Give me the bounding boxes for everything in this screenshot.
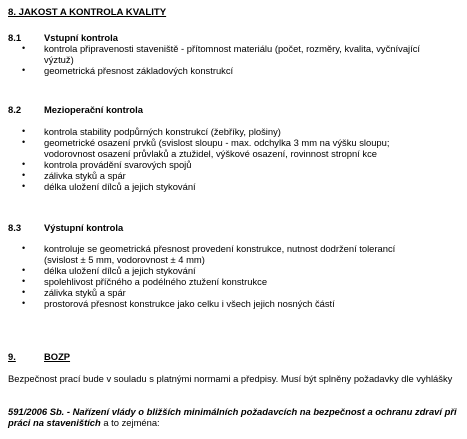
list-item: • kontrola provádění svarových spojů bbox=[22, 159, 192, 170]
bullet-icon: • bbox=[22, 159, 26, 169]
bullet-icon: • bbox=[22, 287, 26, 297]
document-heading: 8. JAKOST A KONTROLA KVALITY bbox=[8, 7, 167, 18]
regulation-reference: 591/2006 Sb. - Nařízení vlády o bližších minimálních požadavcích na bezpečnost a ochranu zdraví při práci na staveništích bbox=[8, 406, 457, 428]
list-item: • délka uložení dílců a jejich stykování bbox=[22, 181, 196, 192]
list-item: • kontroluje se geometrická přesnost provedení konstrukce, nutnost dodržení tolerancí (svislost ± 5 mm, vodorovnost ± 4 mm) bbox=[22, 243, 396, 265]
bullet-icon: • bbox=[22, 298, 26, 308]
section-8-2-title: Mezioperační kontrola bbox=[44, 104, 143, 115]
bullet-icon: • bbox=[22, 243, 26, 253]
regulation-continuation: a to zejména: bbox=[100, 417, 160, 428]
bullet-icon: • bbox=[22, 276, 26, 286]
section-8-2-number: 8.2 bbox=[8, 104, 22, 115]
section-8-1-list bbox=[22, 43, 421, 76]
list-item: • spolehlivost příčného a podélného ztužení konstrukce bbox=[22, 276, 268, 287]
section-8-1-number: 8.1 bbox=[8, 32, 22, 43]
section-9-number: 9. bbox=[8, 351, 16, 362]
section-8-3-list bbox=[22, 243, 396, 309]
bozp-paragraph: Bezpečnost prací bude v souladu s platnými normami a předpisy. Musí být splněny požadavky dle vyhlášky bbox=[8, 373, 453, 384]
section-8-1-title: Vstupní kontrola bbox=[44, 32, 118, 43]
bullet-icon: • bbox=[22, 170, 26, 180]
bullet-icon: • bbox=[22, 126, 26, 136]
bullet-icon: • bbox=[22, 181, 26, 191]
bullet-icon: • bbox=[22, 65, 26, 75]
section-9-title: BOZP bbox=[44, 351, 71, 362]
list-item: • zálivka styků a spár bbox=[22, 170, 126, 181]
bullet-icon: • bbox=[22, 265, 26, 275]
bullet-icon: • bbox=[22, 137, 26, 147]
bozp-regulation-paragraph bbox=[8, 406, 462, 428]
list-item: • kontrola připravenosti staveniště - přítomnost materiálu (počet, rozměry, kvalita, vyčnívající výztuž) bbox=[22, 43, 421, 65]
list-item: • zálivka styků a spár bbox=[22, 287, 126, 298]
list-item: • geometrická přesnost základových konstrukcí bbox=[22, 65, 234, 76]
section-8-3-number: 8.3 bbox=[8, 222, 22, 233]
bullet-icon: • bbox=[22, 43, 26, 53]
list-item: • délka uložení dílců a jejich stykování bbox=[22, 265, 196, 276]
section-8-2-list bbox=[22, 126, 390, 192]
list-item: • kontrola stability podpůrných konstrukcí (žebříky, plošiny) bbox=[22, 126, 281, 137]
list-item: • geometrické osazení prvků (svislost sloupu - max. odchylka 3 mm na výšku sloupu; vodorovnost osazení průvlaků a ztužidel, výškové osazení, rovinnost stropní kce bbox=[22, 137, 390, 159]
list-item: • prostorová přesnost konstrukce jako celku i všech jejich nosných částí bbox=[22, 298, 335, 309]
section-8-3-title: Výstupní kontrola bbox=[44, 222, 124, 233]
